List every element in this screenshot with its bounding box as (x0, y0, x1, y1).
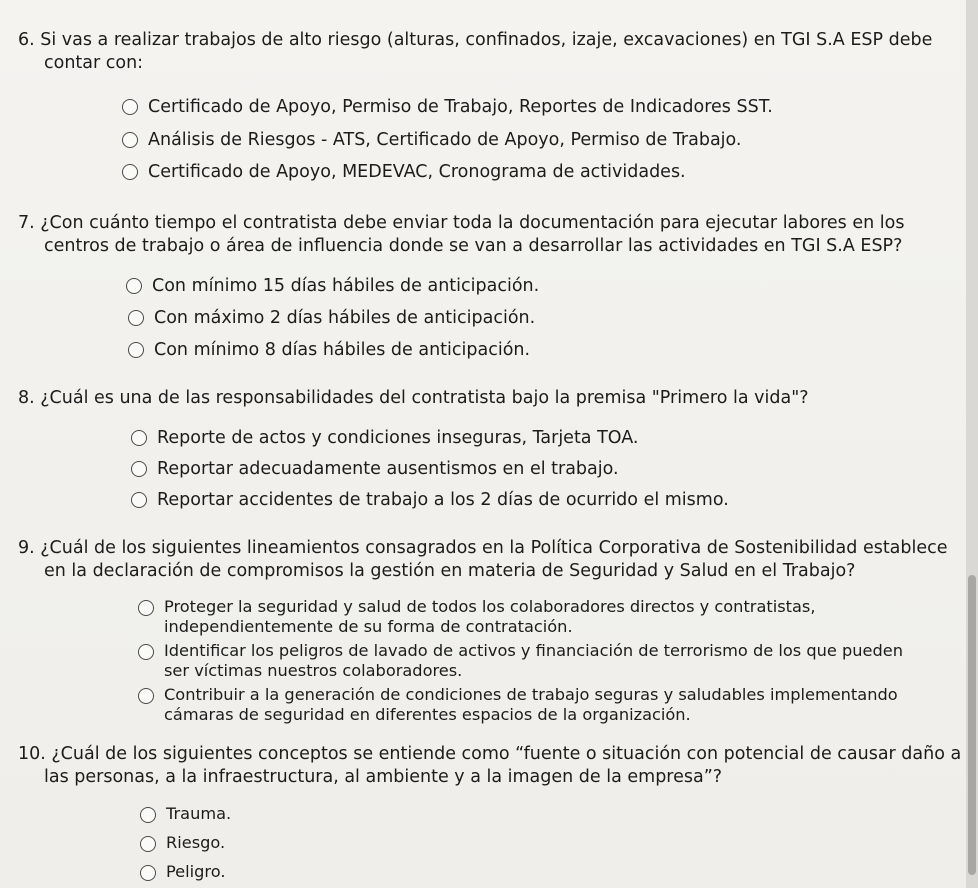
option-label-line2: cámaras de seguridad en diferentes espacios de la organización. (164, 705, 691, 724)
option-6a[interactable] (122, 96, 773, 118)
option-7b[interactable] (128, 307, 535, 329)
question-7 (18, 212, 963, 258)
option-label (164, 597, 816, 637)
option-label: Certificado de Apoyo, Permiso de Trabajo, Reportes de Indicadores SST. (148, 97, 773, 117)
scrollbar-thumb[interactable] (968, 575, 976, 875)
radio-button[interactable] (122, 132, 138, 148)
option-label: Con mínimo 15 días hábiles de anticipación. (152, 276, 540, 296)
option-label (164, 641, 903, 681)
question-text-continued: contar con: (44, 53, 144, 73)
option-label: Certificado de Apoyo, MEDEVAC, Cronograma de actividades. (148, 162, 686, 182)
question-text: 6. Si vas a realizar trabajos de alto riesgo (alturas, confinados, izaje, excavaciones) en TGI S.A ESP debe (18, 30, 933, 50)
question-6 (18, 29, 963, 75)
question-text-continued: las personas, a la infraestructura, al ambiente y a la imagen de la empresa”? (44, 767, 723, 787)
option-8c[interactable] (131, 489, 729, 511)
option-8a[interactable] (131, 427, 638, 449)
option-label: Análisis de Riesgos - ATS, Certificado de Apoyo, Permiso de Trabajo. (148, 130, 742, 150)
option-9a[interactable] (138, 597, 816, 637)
option-label: Riesgo. (166, 833, 226, 852)
question-text: 9. ¿Cuál de los siguientes lineamientos consagrados en la Política Corporativa de Sostenibilidad establece (18, 538, 948, 558)
radio-button[interactable] (122, 164, 138, 180)
question-10 (18, 743, 963, 789)
radio-button[interactable] (131, 430, 147, 446)
option-label: Reportar adecuadamente ausentismos en el trabajo. (157, 459, 619, 479)
vertical-scrollbar[interactable] (966, 0, 978, 888)
option-label: Reporte de actos y condiciones inseguras, Tarjeta TOA. (157, 428, 639, 448)
radio-button[interactable] (126, 278, 142, 294)
question-text: 7. ¿Con cuánto tiempo el contratista debe enviar toda la documentación para ejecutar labores en los (18, 213, 905, 233)
option-label-line1: Identificar los peligros de lavado de activos y financiación de terrorismo de los que pueden (164, 641, 903, 660)
option-7a[interactable] (126, 275, 539, 297)
radio-button[interactable] (128, 310, 144, 326)
option-label (164, 685, 898, 725)
option-10c[interactable] (140, 862, 225, 882)
question-text-continued: en la declaración de compromisos la gestión en materia de Seguridad y Salud en el Trabajo? (44, 561, 856, 581)
option-label: Reportar accidentes de trabajo a los 2 días de ocurrido el mismo. (157, 490, 729, 510)
option-label: Con máximo 2 días hábiles de anticipación. (154, 308, 536, 328)
option-6b[interactable] (122, 129, 742, 151)
option-label-line1: Proteger la seguridad y salud de todos los colaboradores directos y contratistas, (164, 597, 816, 616)
option-label-line2: independientemente de su forma de contratación. (164, 617, 573, 636)
radio-button[interactable] (131, 492, 147, 508)
option-label: Trauma. (166, 804, 232, 823)
option-8b[interactable] (131, 458, 619, 480)
option-label: Con mínimo 8 días hábiles de anticipación. (154, 340, 531, 360)
radio-button[interactable] (138, 644, 154, 660)
option-label: Peligro. (166, 862, 226, 881)
option-6c[interactable] (122, 161, 686, 183)
option-7c[interactable] (128, 339, 530, 361)
radio-button[interactable] (131, 461, 147, 477)
radio-button[interactable] (138, 600, 154, 616)
radio-button[interactable] (138, 688, 154, 704)
question-9 (18, 537, 963, 583)
question-8 (18, 387, 963, 410)
radio-button[interactable] (128, 342, 144, 358)
question-text-continued: centros de trabajo o área de influencia donde se van a desarrollar las actividades en TGI S.A ESP? (44, 236, 903, 256)
radio-button[interactable] (140, 865, 156, 881)
option-10b[interactable] (140, 833, 225, 853)
question-text: 8. ¿Cuál es una de las responsabilidades del contratista bajo la premisa "Primero la vida"? (18, 388, 809, 408)
radio-button[interactable] (122, 99, 138, 115)
radio-button[interactable] (140, 807, 156, 823)
option-label-line1: Contribuir a la generación de condiciones de trabajo seguras y saludables implementando (164, 685, 898, 704)
option-9b[interactable] (138, 641, 903, 681)
option-10a[interactable] (140, 804, 231, 824)
question-text: 10. ¿Cuál de los siguientes conceptos se entiende como “fuente o situación con potencial de causar daño a (18, 744, 962, 764)
option-9c[interactable] (138, 685, 898, 725)
radio-button[interactable] (140, 836, 156, 852)
option-label-line2: ser víctimas nuestros colaboradores. (164, 661, 463, 680)
